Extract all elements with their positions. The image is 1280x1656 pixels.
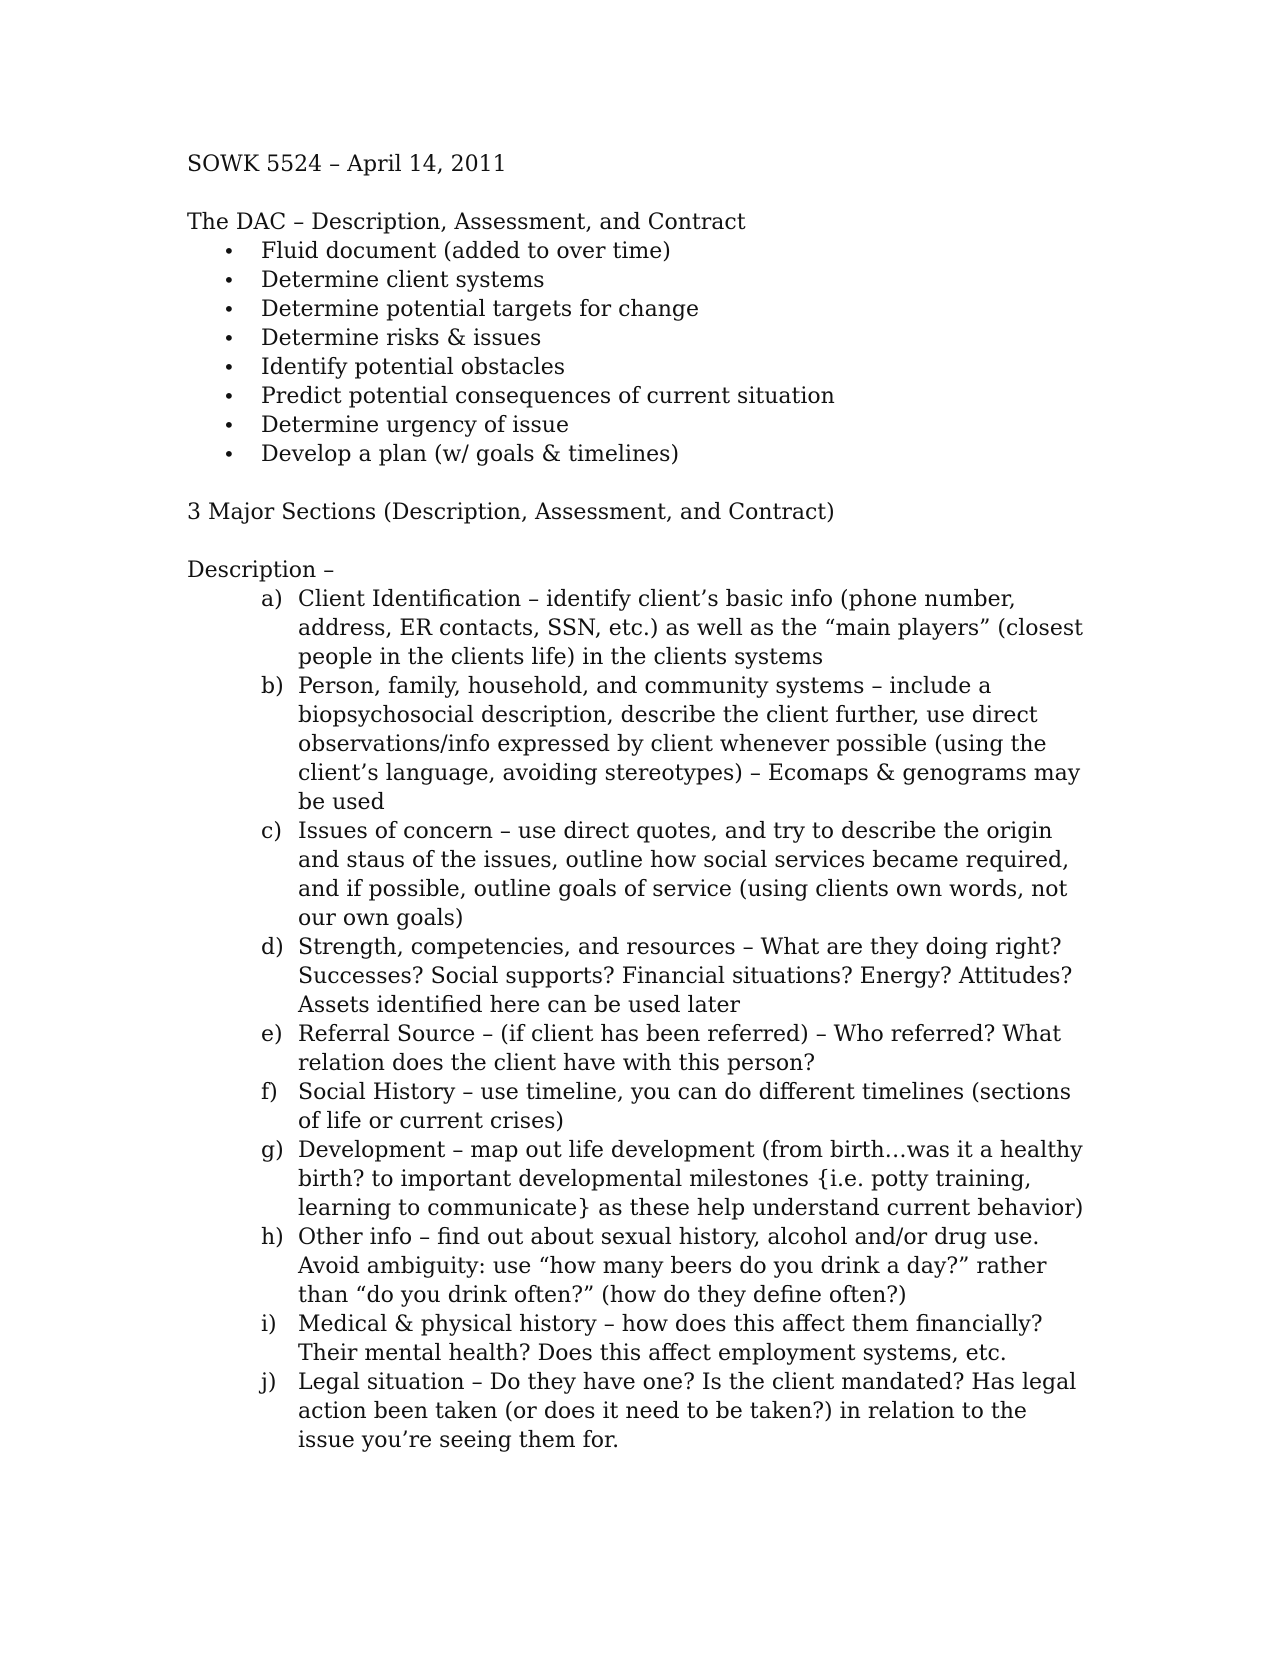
list-marker: h) [261, 1225, 284, 1250]
bullet-icon: • [223, 268, 235, 292]
bullet-item: • Identify potential obstacles [223, 355, 566, 380]
list-marker: b) [261, 674, 284, 699]
list-marker: f) [261, 1080, 278, 1105]
bullet-icon: • [223, 442, 235, 466]
list-marker: a) [261, 587, 283, 612]
spacer [187, 469, 1087, 498]
list-item-text: Legal situation – Do they have one? Is the client mandated? Has legal action been taken (or does it need to be taken?) in relation to the issue you’re seeing them for. [298, 1370, 1077, 1453]
bullet-icon: • [223, 413, 235, 437]
list-item [187, 1223, 1088, 1310]
list-item [187, 1078, 1088, 1136]
list-marker: i) [261, 1312, 277, 1337]
list-marker: e) [261, 1022, 283, 1047]
list-item [187, 1368, 1088, 1455]
bullet-item: • Fluid document (added to over time) [223, 239, 671, 264]
list-item [187, 933, 1088, 1020]
bullet-icon: • [223, 355, 235, 379]
list-marker: d) [261, 935, 284, 960]
bullet-item: • Determine potential targets for change [223, 297, 699, 322]
list-item-text: Medical & physical history – how does this affect them financially? Their mental health? Does this affect employment systems, etc. [298, 1312, 1043, 1366]
bullet-icon: • [223, 326, 235, 350]
bullet-item: • Determine urgency of issue [223, 413, 569, 438]
bullet-icon: • [223, 239, 235, 263]
bullet-item: • Determine risks & issues [223, 326, 542, 351]
dac-heading: The DAC – Description, Assessment, and Contract [187, 210, 746, 235]
list-item-text: Social History – use timeline, you can do different timelines (sections of life or current crises) [298, 1080, 1071, 1134]
description-heading: Description – [187, 558, 335, 583]
list-item-text: Development – map out life development (from birth…was it a healthy birth? to important developmental milestones {i.e. potty training, learning to communicate} as these help understand current behavior) [298, 1138, 1084, 1221]
list-item-text: Strength, competencies, and resources – What are they doing right? Successes? Social supports? Financial situations? Energy? Attitudes? Assets identified here can be used later [298, 935, 1073, 1018]
list-item-text: Client Identification – identify client’s basic info (phone number, address, ER contacts, SSN, etc.) as well as the “main players” (closest people in the clients life) in the clients systems [298, 587, 1083, 670]
document-title: SOWK 5524 – April 14, 2011 [187, 152, 507, 177]
description-list [187, 585, 1087, 1455]
list-marker: g) [261, 1138, 284, 1163]
list-item [187, 1136, 1088, 1223]
dac-bullet-list [187, 237, 1087, 469]
list-item [187, 672, 1088, 817]
bullet-item: • Determine client systems [223, 268, 545, 293]
list-item-text: Issues of concern – use direct quotes, and try to describe the origin and staus of the issues, outline how social services became required, and if possible, outline goals of service (using clients own words, not our own goals) [298, 819, 1070, 931]
list-item-text: Other info – find out about sexual history, alcohol and/or drug use. Avoid ambiguity: use “how many beers do you drink a day?” rather than “do you drink often?” (how do they define often?) [298, 1225, 1047, 1308]
bullet-icon: • [223, 297, 235, 321]
list-item [187, 1020, 1088, 1078]
spacer [187, 179, 1087, 208]
list-item-text: Referral Source – (if client has been referred) – Who referred? What relation does the client have with this person? [298, 1022, 1062, 1076]
list-marker: c) [261, 819, 282, 844]
list-item [187, 817, 1088, 933]
bullet-item: • Develop a plan (w/ goals & timelines) [223, 442, 680, 467]
document-page [187, 150, 1087, 1455]
bullet-item: • Predict potential consequences of current situation [223, 384, 835, 409]
bullet-icon: • [223, 384, 235, 408]
list-marker: j) [261, 1370, 277, 1395]
list-item-text: Person, family, household, and community systems – include a biopsychosocial description, describe the client further, use direct observations/info expressed by client whenever possible (using the client’s language, avoiding stereotypes) – Ecomaps & genograms may be used [298, 674, 1081, 815]
sections-line: 3 Major Sections (Description, Assessment, and Contract) [187, 500, 835, 525]
spacer [187, 527, 1087, 556]
list-item [187, 585, 1088, 672]
list-item [187, 1310, 1088, 1368]
